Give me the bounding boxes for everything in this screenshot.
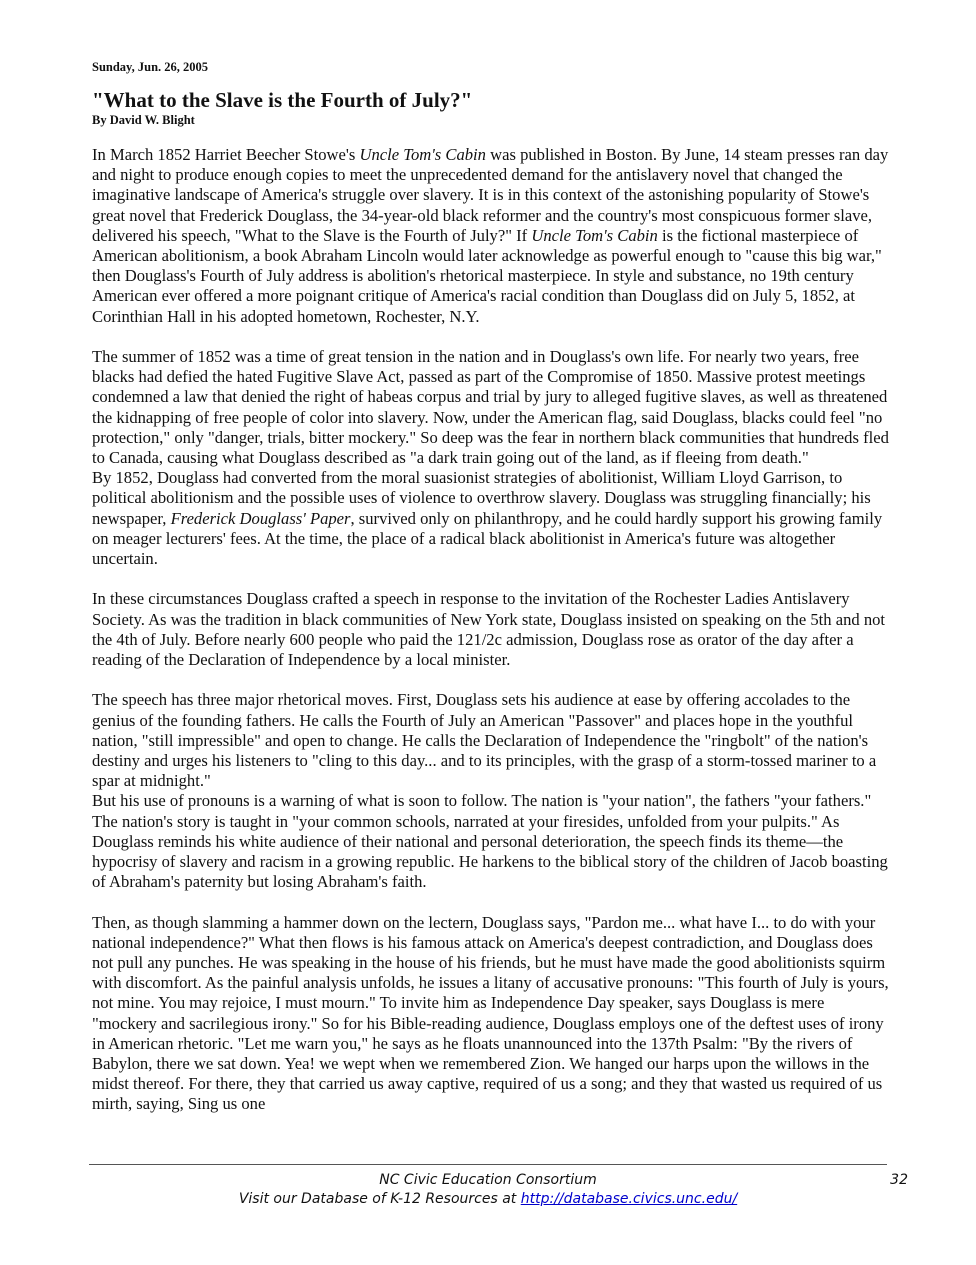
paragraph-text: The summer of 1852 was a time of great tension in the nation and in Douglass's own life. For nearly two years, free blacks had defied the hated Fugitive Slave Act, passed as part of the Compromise of 1850. Massive protest meetings condemned a law that denied the right of habeas corpus and trial by jury to alleged fugitive slaves, as well as threatened the kidnapping of free people of color into slavery. Now, under the American flag, said Douglass, blacks could feel "no protection," only "danger, trials, bitter mockery." So deep was the fear in northern black communities that hundreds fled to Canada, causing what Douglass described as "a dark train going out of the land, as if fleeing from death.": [92, 347, 889, 468]
italic-title-text: Uncle Tom's Cabin: [359, 145, 486, 164]
footer-divider: [89, 1164, 887, 1165]
paragraph-text: The speech has three major rhetorical moves. First, Douglass sets his audience at ease by offering accolades to the genius of the founding fathers. He calls the Fourth of July an American "Passover" and places hope in the youthful nation, "still impressible" and open to change. He calls the Declaration of Independence the "ringbolt" of the nation's destiny and urges his listeners to "cling to this day... and to its principles, with the grasp of a storm-tossed mariner to a spar at midnight.": [92, 690, 877, 791]
article-body: [92, 145, 892, 1115]
article-paragraph: [92, 347, 892, 468]
paragraph-text: By 1852, Douglass had converted from the moral suasionist strategies of abolitionist, William Lloyd Garrison, to political abolitionism and the possible uses of violence to overthrow slavery. Douglass was struggling financially; his newspaper,: [92, 468, 871, 528]
article-title: "What to the Slave is the Fourth of July?": [92, 88, 473, 112]
paragraph-text: , survived only on philanthropy, and he could hardly support his growing family on meager lecturers' fees. At the time, the place of a radical black abolitionist in America's future was altogether uncertain.: [92, 508, 883, 569]
paragraph-text: In March 1852 Harriet Beecher Stowe's: [92, 145, 360, 164]
paragraph-text: was published in Boston. By June, 14 steam presses ran day and night to produce enough copies to meet the unprecedented demand for the antislavery novel that changed the imaginative landscape of America's struggle over slavery. It is in this context of the astonishing popularity of Stowe's great novel that Frederick Douglass, the 34-year-old black reformer and the country's most conspicuous former slave, delivered his speech, "What to the Slave is the Fourth of July?" If: [92, 145, 889, 245]
article-paragraph: [92, 690, 892, 791]
database-link[interactable]: http://database.civics.unc.edu/: [520, 1191, 738, 1207]
page-number: 32: [890, 1172, 908, 1188]
italic-title-text: Frederick Douglass' Paper: [170, 508, 351, 528]
article-paragraph: [92, 913, 892, 1115]
article-paragraph: [92, 791, 892, 892]
paragraph-text: Then, as though slamming a hammer down on the lectern, Douglass says, "Pardon me... what have I... to do with your national independence?" What then flows is his famous attack on America's deepest contradiction, and Douglass does not pull any punches. He was speaking in the house of his friends, but he must have made the good abolitionists squirm with discomfort. As the painful analysis unfolds, he issues a litany of accusative pronouns: "This fourth of July is yours, not mine. You may rejoice, I must mourn." To invite him as Independence Day speaker, says Douglass is mere "mockery and sacrilegious irony." So for his Bible-reading audience, Douglass employs one of the deftest uses of irony in American rhetoric. "Let me warn you," he says as he floats unannounced into the 137th Psalm: "By the rivers of Babylon, there we sat down. Yea! we wept when we remembered Zion. We hanged our harps upon the willows in the midst thereof. For there, they that carried us away captive, required of us a song; and they that wasted us required of us mirth, saying, Sing us one: [92, 912, 889, 1114]
article-paragraph: [92, 145, 892, 327]
italic-title-text: Uncle Tom's Cabin: [531, 225, 658, 245]
article-paragraph: [92, 468, 892, 569]
article-paragraph: [92, 589, 892, 670]
byline: By David W. Blight: [92, 113, 195, 127]
paragraph-text: In these circumstances Douglass crafted a speech in response to the invitation of the Rochester Ladies Antislavery Society. As was the tradition in black communities of New York state, Douglass insisted on speaking on the 5th and not the 4th of July. Before nearly 600 people who paid the 121/2c admission, Douglass rose as orator of the day after a reading of the Declaration of Independence by a local minister.: [92, 589, 886, 670]
paragraph-text: But his use of pronouns is a warning of what is soon to follow. The nation is "your nation", the fathers "your fathers." The nation's story is taught in "your common schools, narrated at your firesides, unfolded from your pulpits." As Douglass reminds his white audience of their national and personal deterioration, the speech finds its theme—the hypocrisy of slavery and racism in a growing republic. He harkens to the biblical story of the children of Jacob boasting of Abraham's paternity but losing Abraham's faith.: [92, 791, 888, 892]
footer-visit-text: Visit our Database of K-12 Resources at: [238, 1191, 521, 1207]
footer-organization: NC Civic Education Consortium: [379, 1172, 597, 1188]
footer: [89, 1171, 887, 1209]
footer-visit-line: [89, 1190, 887, 1209]
dateline: Sunday, Jun. 26, 2005: [92, 60, 209, 74]
paragraph-text: is the fictional masterpiece of American abolitionism, a book Abraham Lincoln would later acknowledge as powerful enough to "cause this big war," then Douglass's Fourth of July address is abolition's rhetorical masterpiece. In style and substance, no 19th century American ever offered a more poignant critique of America's racial condition than Douglass did on July 5, 1852, at Corinthian Hall in his adopted hometown, Rochester, N.Y.: [92, 225, 882, 326]
